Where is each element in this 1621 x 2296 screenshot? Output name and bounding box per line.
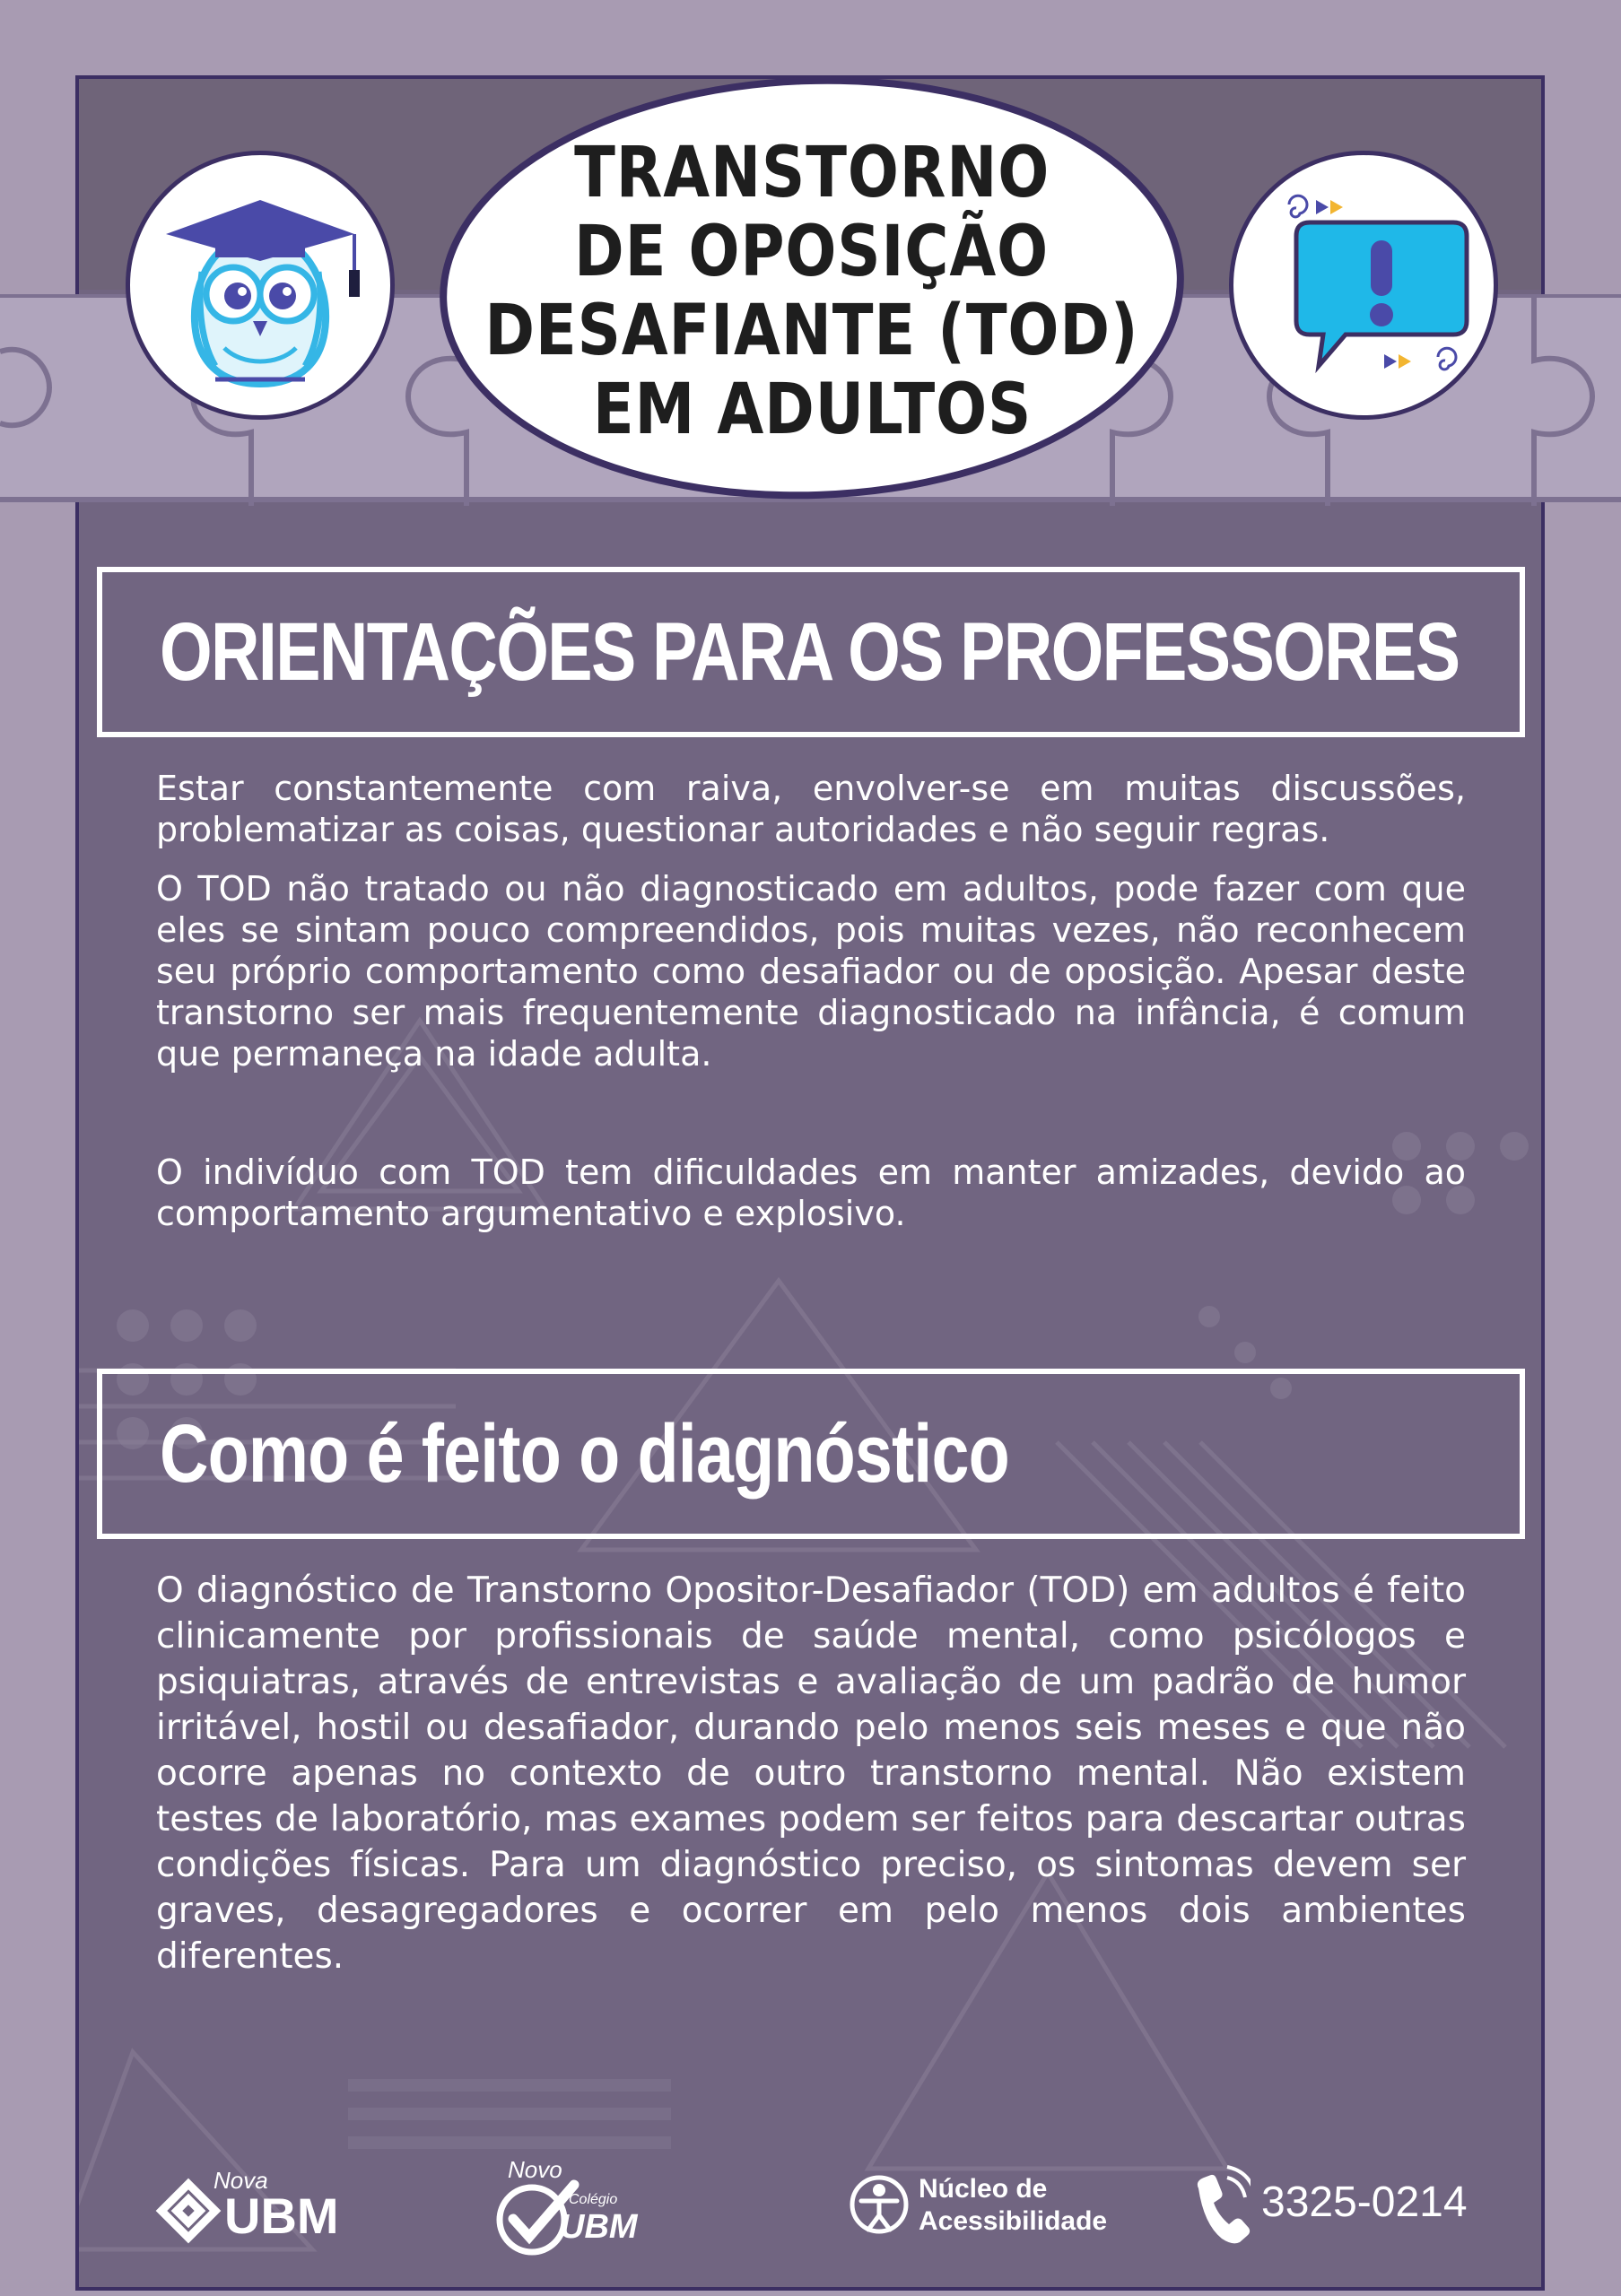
phone-number: 3325-0214	[1261, 2179, 1468, 2226]
nova-ubm-big: UBM	[224, 2187, 339, 2244]
colegio-big: UBM	[560, 2208, 638, 2246]
nucleo-line-1: Núcleo de	[919, 2174, 1048, 2204]
alert-badge	[1229, 151, 1498, 420]
title-line-4: EM ADULTOS	[592, 370, 1032, 450]
phone-icon	[1188, 2161, 1251, 2260]
owl-graduation-icon	[130, 155, 390, 415]
paragraph-1: Estar constantemente com raiva, envolver-se em muitas discussões, problematizar as coisas, questionar autoridades e não seguir regras.	[156, 769, 1466, 849]
colegio-small: Novo	[508, 2156, 562, 2183]
poster-title	[484, 126, 1139, 457]
title-line-1: TRANSTORNO	[573, 133, 1050, 213]
nucleo-acessibilidade-logo	[847, 2161, 1152, 2260]
exclamation-speech-bubble-icon	[1233, 155, 1494, 415]
section-heading-diagnosis: Como é feito o diagnóstico	[160, 1407, 1009, 1500]
section-heading-teachers: ORIENTAÇÕES PARA OS PROFESSORES	[160, 605, 1460, 698]
title-line-3: DESAFIANTE (TOD)	[484, 291, 1139, 371]
paragraph-diagnosis: O diagnóstico de Transtorno Opositor-Desafiador (TOD) em adultos é feito clinicamente por profissionais de saúde mental, como psicólogos e psiquiatras, através de entrevistas e avaliação de um padrão de humor irritável, hostil ou desafiador, durando pelo menos seis meses e que não ocorre apenas no contexto de outro transtorno mental. Não existem testes de laboratório, mas exames podem ser feitos para descartar outras condições físicas. Para um diagnóstico preciso, os sintomas devem ser graves, desagregadores e ocorrer em pelo menos dois ambientes diferentes.	[156, 1570, 1466, 1977]
title-line-2: DE OPOSIÇÃO	[574, 212, 1050, 292]
paragraph-2: O TOD não tratado ou não diagnosticado em adultos, pode fazer com que eles se sintam pouco compreendidos, pois muitas vezes, não reconhecem seu próprio comportamento como desafiador ou de oposição. Apesar deste transtorno ser mais frequentemente diagnosticado na infância, é comum que permaneça na idade adulta.	[156, 869, 1466, 1074]
nucleo-line-2: Acessibilidade	[919, 2206, 1108, 2236]
colegio-ubm-logo	[492, 2156, 698, 2260]
owl-badge	[126, 151, 395, 420]
accessibility-icon	[847, 2161, 915, 2260]
phone-contact	[1188, 2161, 1475, 2260]
colegio-tiny: Colégio	[569, 2192, 618, 2207]
section-heading-box	[97, 1369, 1525, 1539]
nova-ubm-logo	[153, 2161, 350, 2260]
nova-ubm-small: Nova	[214, 2167, 268, 2194]
section-heading-box	[97, 567, 1525, 737]
paragraph-3: O indivíduo com TOD tem dificuldades em manter amizades, devido ao comportamento argumentativo e explosivo.	[156, 1152, 1466, 1233]
